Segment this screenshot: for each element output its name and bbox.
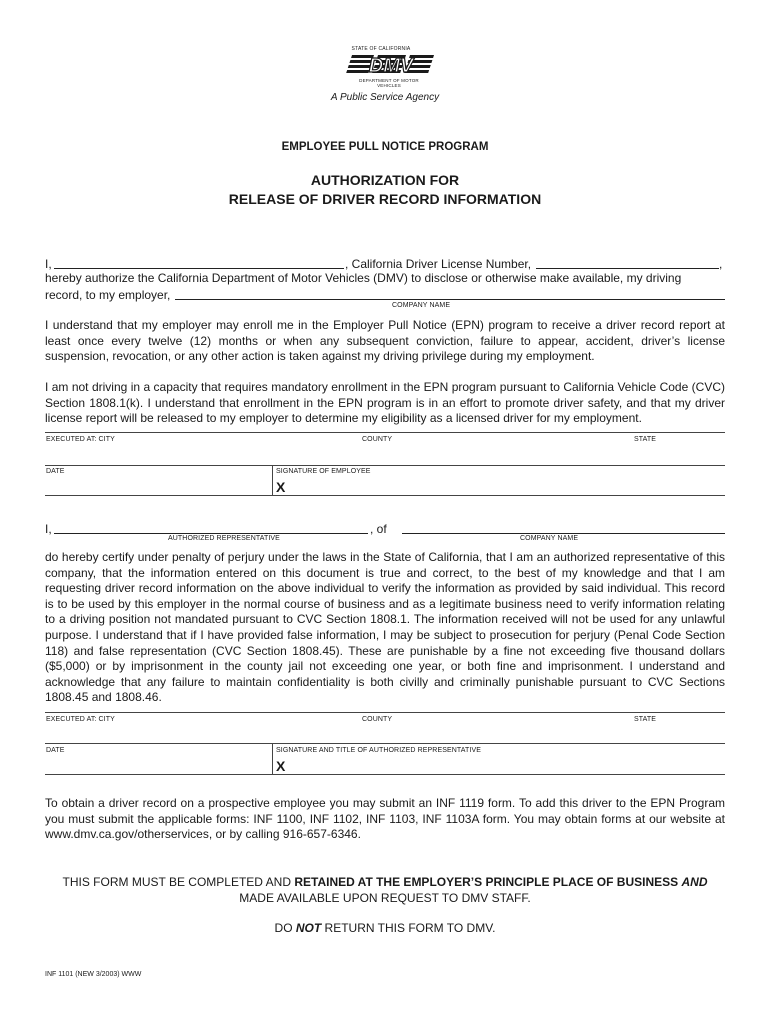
- employee-signature-mark[interactable]: X: [276, 479, 286, 495]
- dmv-logo-mark: [339, 52, 435, 78]
- rep-signature-row-bottom-rule: [45, 774, 725, 775]
- logo-mark-text: DMV: [368, 55, 414, 77]
- notice-part2: RETAINED AT THE EMPLOYER’S PRINCIPLE PLACE OF BUSINESS: [294, 875, 682, 889]
- executed-row-top-rule: [45, 432, 725, 433]
- logo-dept-text: DEPARTMENT OF MOTOR VEHICLES: [359, 78, 419, 88]
- company-name-caption: COMPANY NAME: [392, 302, 451, 309]
- rep-signature-caption: SIGNATURE AND TITLE OF AUTHORIZED REPRESENTATIVE: [276, 747, 481, 754]
- date-row-top-rule: [45, 465, 725, 466]
- rep-state-caption: STATE: [634, 716, 657, 723]
- do-not-return-notice: [45, 920, 725, 936]
- date-caption: DATE: [46, 468, 65, 475]
- logo-state-text: STATE OF CALIFORNIA: [351, 46, 411, 52]
- employee-signature-caption: SIGNATURE OF EMPLOYEE: [276, 468, 371, 475]
- rep-executed-city-caption: EXECUTED AT: CITY: [46, 716, 115, 723]
- do-part1: DO: [274, 921, 296, 935]
- employer-company-field[interactable]: [175, 299, 725, 300]
- mandatory-enrollment-paragraph: I am not driving in a capacity that requires mandatory enrollment in the EPN program pursuant to California Vehicle Code (CVC) Section 1808.1(k). I understand that enrollment in the EPN program is in an effort to promote driver safety, and that my driver license report will be released to my employer to determine my eligibility as a licensed driver for my employment.: [45, 380, 725, 426]
- do-part3: RETURN THIS FORM TO DMV.: [321, 921, 496, 935]
- license-number-field[interactable]: [536, 268, 719, 269]
- retention-notice-line1: [45, 874, 725, 890]
- authorize-statement: hereby authorize the California Department of Motor Vehicles (DMV) to disclose or otherwise make available, my driving: [45, 271, 682, 285]
- retention-notice-line2: MADE AVAILABLE UPON REQUEST TO DMV STAFF.: [239, 891, 531, 905]
- form-title-line1: AUTHORIZATION FOR: [310, 172, 460, 188]
- rep-company-caption: COMPANY NAME: [520, 535, 579, 542]
- certification-paragraph: do hereby certify under penalty of perjury under the laws in the State of California, that I am an authorized representative of this company, that the information entered on this document is true and correct, to the best of my knowledge and that I am requesting driver record information on the above individual to verify the information as provided by said individual. This record is to be used by this employer in the normal course of business and as a legitimate business need to verify information relating to a driving position not mandated pursuant to CVC Section 1808.1. The information received will not be used for any unlawful purpose. I understand that if I have provided false information, I may be subject to prosecution for perjury (Penal Code Section 118) and false representation (CVC Section 1808.45). These are punishable by a fine not exceeding five thousand dollars ($5,000) or by imprisonment in the county jail not exceeding one year, or both fine and imprisonment. I understand and acknowledge that any failure to maintain confidentiality is both civilly and criminally punishable pursuant to CVC Sections 1808.45 and 1808.46.: [45, 550, 725, 705]
- authorized-rep-caption: AUTHORIZED REPRESENTATIVE: [168, 535, 280, 542]
- notice-part1: THIS FORM MUST BE COMPLETED AND: [62, 875, 295, 889]
- authorized-rep-field[interactable]: [54, 533, 368, 534]
- do-part2: NOT: [295, 921, 322, 935]
- rep-company-field[interactable]: [402, 533, 725, 534]
- line-end-comma: ,: [719, 257, 723, 271]
- rep-date-caption: DATE: [46, 747, 65, 754]
- agency-tagline: A Public Service Agency: [330, 92, 440, 103]
- employer-prefix: record, to my employer,: [45, 288, 171, 302]
- rep-i-prefix: I,: [45, 522, 52, 536]
- rep-signature-mark[interactable]: X: [276, 758, 286, 774]
- epn-enrollment-paragraph: I understand that my employer may enroll me in the Employer Pull Notice (EPN) program to receive a driver record report at least once every twelve (12) months or when any subsequent conviction, failure to appear, accident, driver’s license suspension, revocation, or any other action is taken against my driving privilege during my employment.: [45, 318, 725, 364]
- rep-signature-divider: [272, 743, 273, 774]
- county-caption: COUNTY: [362, 436, 393, 443]
- employee-name-field[interactable]: [54, 268, 344, 269]
- program-heading: EMPLOYEE PULL NOTICE PROGRAM: [281, 141, 489, 153]
- rep-county-caption: COUNTY: [362, 716, 393, 723]
- rep-executed-row-top-rule: [45, 712, 725, 713]
- form-number-footer: INF 1101 (NEW 3/2003) WWW: [45, 971, 142, 978]
- rep-date-row-top-rule: [45, 743, 725, 744]
- executed-city-caption: EXECUTED AT: CITY: [46, 436, 115, 443]
- state-caption: STATE: [634, 436, 657, 443]
- of-label: , of: [370, 522, 387, 536]
- signature-divider: [272, 465, 273, 496]
- notice-part3: AND: [681, 875, 708, 889]
- form-title-line2: RELEASE OF DRIVER RECORD INFORMATION: [228, 191, 542, 207]
- dmv-logo: [339, 46, 435, 86]
- employee-i-prefix: I,: [45, 257, 52, 271]
- license-number-label: , California Driver License Number,: [345, 257, 532, 271]
- instructions-paragraph: To obtain a driver record on a prospective employee you may submit an INF 1119 form. To add this driver to the EPN Program you must submit the applicable forms: INF 1100, INF 1102, INF 1103, INF 1103A form. You may obtain forms at our website at www.dmv.ca.gov/otherservices, or by calling 916-657-6346.: [45, 796, 725, 842]
- signature-row-bottom-rule: [45, 495, 725, 496]
